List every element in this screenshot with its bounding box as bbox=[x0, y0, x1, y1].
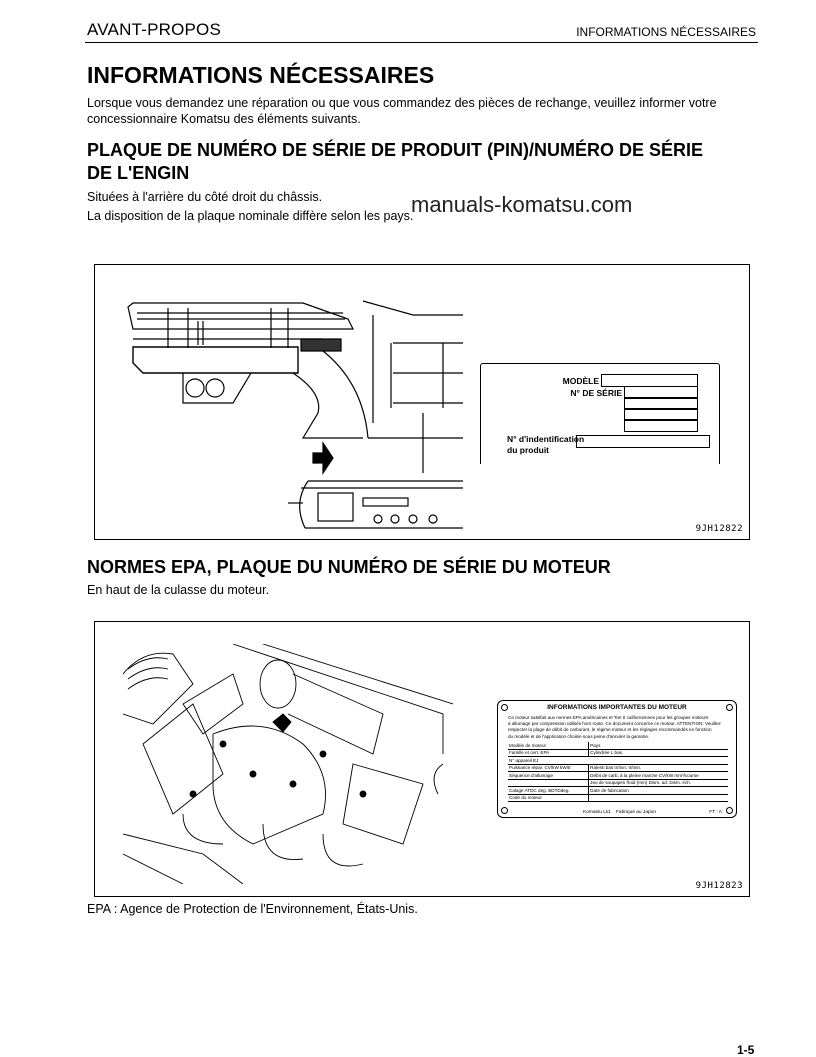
table-cell: Date de fabrication bbox=[589, 787, 728, 795]
section2-text: En haut de la culasse du moteur. bbox=[87, 583, 270, 597]
engine-plate-table bbox=[508, 742, 728, 802]
page-title: INFORMATIONS NÉCESSAIRES bbox=[87, 62, 435, 88]
table-cell: Puissance répar. CV/kW kW/tr bbox=[508, 764, 589, 772]
table-cell: Calage ATDC deg. BDTDdeg. bbox=[508, 787, 589, 795]
watermark: manuals-komatsu.com bbox=[411, 192, 633, 217]
section1-text-2: La disposition de la plaque nominale diffère selon les pays. bbox=[87, 209, 414, 223]
plate-pin-label-1: N° d'indentification bbox=[507, 434, 585, 444]
table-row bbox=[508, 742, 728, 749]
engine-plate-body-line: du modèle et de l'application choisie sous peine d'annuler la garantie. bbox=[508, 733, 650, 739]
running-header-chapter: INFORMATIONS NÉCESSAIRES bbox=[576, 25, 756, 39]
table-row bbox=[508, 772, 728, 780]
page-number: 1-5 bbox=[737, 1043, 755, 1057]
pin-plate bbox=[480, 363, 720, 464]
section1-heading-line1: PLAQUE DE NUMÉRO DE SÉRIE DE PRODUIT (PIN)/NUMÉRO DE SÉRIE bbox=[87, 140, 704, 160]
table-cell: Séquence d'allumage bbox=[508, 772, 589, 780]
figure-code-1: 9JH12822 bbox=[695, 524, 743, 534]
figure-machine-pin-plate bbox=[94, 264, 750, 540]
section2-heading: NORMES EPA, PLAQUE DU NUMÉRO DE SÉRIE DU MOTEUR bbox=[87, 557, 611, 577]
plate-mount-hole bbox=[501, 807, 508, 814]
engine-plate-origin: Fabriqué au Japon bbox=[616, 810, 657, 815]
table-cell bbox=[589, 794, 728, 802]
header-rule bbox=[85, 42, 758, 43]
table-row bbox=[508, 787, 728, 795]
table-row bbox=[508, 764, 728, 772]
engine-plate-body bbox=[508, 715, 728, 740]
table-cell: Ralenti bas tr/min. tr/min. bbox=[589, 764, 728, 772]
plate-serial-field-4 bbox=[624, 419, 698, 432]
machine-side-illustration bbox=[123, 293, 463, 533]
table-cell: Code du moteur bbox=[508, 794, 589, 802]
plate-model-label: MODÈLE bbox=[562, 376, 599, 386]
footnote-epa: EPA : Agence de Protection de l'Environnement, États-Unis. bbox=[87, 902, 418, 916]
section1-text-1: Situées à l'arrière du côté droit du châssis. bbox=[87, 190, 323, 204]
table-cell: Cylindrée L bas. bbox=[589, 749, 728, 757]
table-row bbox=[508, 757, 728, 765]
table-cell: N° appareil EJ bbox=[508, 757, 589, 765]
table-cell: Modèle de moteur bbox=[508, 742, 589, 749]
figure-engine-plate bbox=[94, 621, 750, 897]
engine-plate-body-line: respecter la plage de débit de carburant, le régime moteur et les réglages recommandés en fonction bbox=[508, 727, 712, 733]
table-cell: Débit de carb. à la pleine marche CV/kW mm³/course bbox=[589, 772, 728, 780]
plate-mount-hole bbox=[726, 807, 733, 814]
plate-pin-field bbox=[576, 435, 710, 448]
table-row bbox=[508, 794, 728, 802]
engine-plate-maker: Komatsu Ltd. bbox=[583, 810, 612, 815]
table-row bbox=[508, 779, 728, 787]
intro-line-2: concessionnaire Komatsu des éléments suivants. bbox=[87, 112, 361, 126]
plate-serial-label: N° DE SÉRIE bbox=[570, 388, 622, 398]
engine-plate-body-line: à allumage par compression utilisés hors route. Ce document concerne ce moteur. ATTENTION: Veuillez bbox=[508, 721, 721, 727]
engine-plate-title: INFORMATIONS IMPORTANTES DU MOTEUR bbox=[547, 704, 687, 711]
engine-plate-code: FT : A bbox=[709, 810, 722, 815]
engine-information-plate bbox=[497, 700, 737, 818]
table-cell bbox=[589, 757, 728, 765]
section1-heading-line2: DE L'ENGIN bbox=[87, 163, 190, 183]
table-cell bbox=[508, 779, 589, 787]
plate-pin-label-2: du produit bbox=[507, 445, 550, 455]
engine-illustration bbox=[123, 644, 453, 884]
figure-code-2: 9JH12823 bbox=[695, 881, 743, 891]
running-header-section: AVANT-PROPOS bbox=[87, 20, 222, 39]
table-cell: Pays bbox=[589, 742, 728, 749]
engine-plate-body-line: Ce moteur satisfait aux normes EPA américaines et Tier II californiennes pour les groupes moteurs bbox=[508, 715, 709, 720]
table-row bbox=[508, 749, 728, 757]
table-cell: Jeu de soupapes froid (mm) Dism. ad. Dism. éch. bbox=[589, 779, 728, 787]
table-cell: Famille et cert. EPA bbox=[508, 749, 589, 757]
intro-line-1: Lorsque vous demandez une réparation ou que vous commandez des pièces de rechange, veuillez informer votre bbox=[87, 96, 717, 110]
